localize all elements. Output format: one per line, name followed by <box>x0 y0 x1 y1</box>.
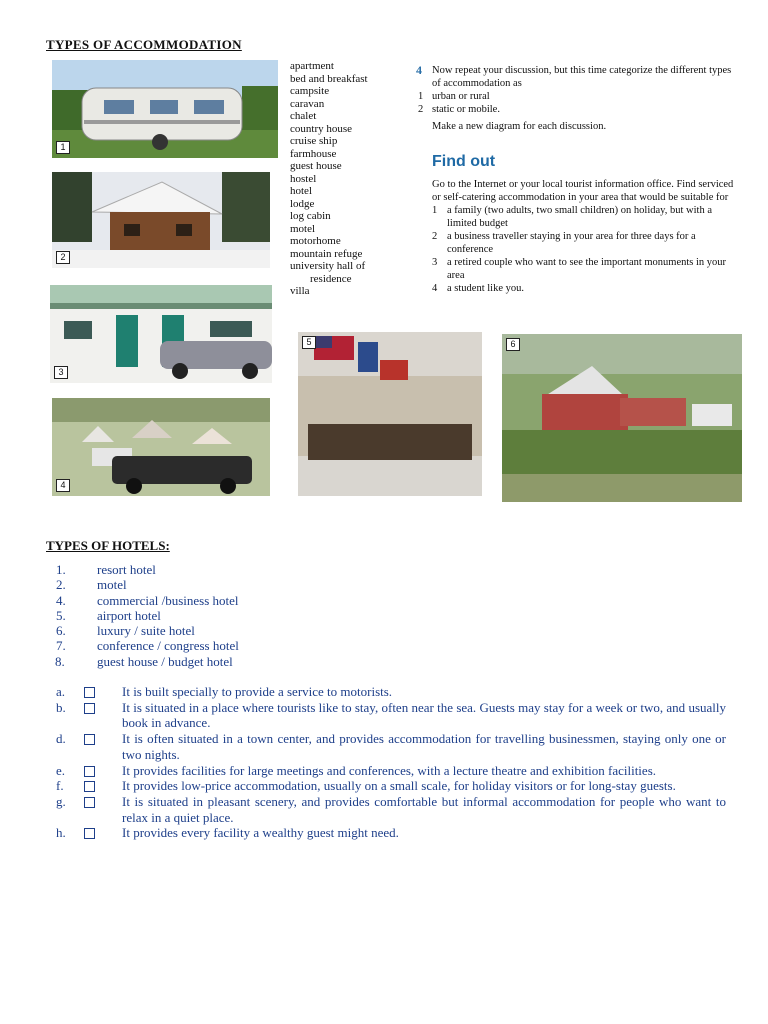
find-out-item: 3 a retired couple who want to see the important monuments in your area <box>432 257 727 281</box>
list-item: 6. luxury / suite hotel <box>56 623 195 639</box>
find-out-item: 1 a family (two adults, two small children) on holiday, but with a limited budget <box>432 205 712 229</box>
list-item: bed and breakfast <box>290 72 368 85</box>
definitions-list <box>56 684 726 841</box>
task-intro: Now repeat your discussion, but this time categorize the different types of accommodation as <box>432 65 732 89</box>
list-item: 4. commercial /business hotel <box>56 592 239 608</box>
list-item: 2. motel <box>56 577 127 593</box>
list-item: guest house <box>290 160 342 172</box>
list-item: 1. resort hotel <box>56 562 156 577</box>
photo-caravan <box>52 60 278 158</box>
accommodation-word-list <box>290 60 368 298</box>
answer-checkbox[interactable] <box>84 703 95 714</box>
task-item: 1 urban or rural <box>418 91 490 102</box>
find-out-item: 2 a business traveller staying in your area for three days for a conference <box>432 231 696 255</box>
answer-checkbox[interactable] <box>84 766 95 777</box>
definition-item: d. It is often situated in a town center, and provides accommodation for travelling businessmen, staying only one or two nights. <box>56 731 726 762</box>
list-item: farmhouse <box>290 147 337 160</box>
list-item: hotel <box>290 185 312 197</box>
task-number: 4 <box>416 63 422 77</box>
definition-item: g. It is situated in pleasant scenery, and provides comfortable but informal accommodation for people who want to relax in a quiet place. <box>56 793 726 825</box>
photo-number: 2 <box>56 251 70 264</box>
list-item: log cabin <box>290 210 331 222</box>
photo-hotel <box>298 332 482 496</box>
definition-item: e. It provides facilities for large meetings and conferences, with a lecture theatre and exhibition facilities. <box>56 762 656 778</box>
answer-checkbox[interactable] <box>84 828 95 839</box>
photo-number: 6 <box>506 338 520 351</box>
list-item: mountain refuge <box>290 247 363 260</box>
list-item: chalet <box>290 110 317 122</box>
photo-log-cabin <box>52 172 270 268</box>
task-4 <box>418 64 738 133</box>
photo-number: 5 <box>302 336 316 349</box>
list-item: motel <box>290 222 316 235</box>
answer-checkbox[interactable] <box>84 781 95 792</box>
hotel-types-list <box>56 562 239 669</box>
hotels-title: TYPES OF HOTELS: <box>46 538 170 553</box>
task-closing: Make a new diagram for each discussion. <box>432 121 607 132</box>
definition-item: b. It is situated in a place where tourists like to stay, often near the sea. Guests may stay for a week or two, and usually book in advance. <box>56 699 726 731</box>
photo-number: 4 <box>56 479 70 492</box>
answer-checkbox[interactable] <box>84 734 95 745</box>
find-out-intro: Go to the Internet or your local tourist information office. Find serviced or self-catering accommodation in your area that would be suitable for <box>432 179 734 203</box>
definition-item: a. It is built specially to provide a service to motorists. <box>56 684 393 699</box>
list-item: university hall of <box>290 260 366 272</box>
list-item: 8. guest house / budget hotel <box>55 653 233 669</box>
list-item: 7. conference / congress hotel <box>56 638 239 654</box>
list-item: 5. airport hotel <box>56 607 161 623</box>
list-item: apartment <box>290 60 334 72</box>
list-item: lodge <box>290 197 315 210</box>
find-out-section <box>432 178 742 295</box>
answer-checkbox[interactable] <box>84 797 95 808</box>
definition-item: f. It provides low-price accommodation, usually on a small scale, for holiday visitors or for long-stay guests. <box>56 778 676 794</box>
photo-campsite <box>52 398 270 496</box>
photo-number: 1 <box>56 141 70 154</box>
list-item: caravan <box>290 97 325 110</box>
list-item: cruise ship <box>290 135 338 147</box>
list-item: residence <box>310 272 352 285</box>
find-out-heading: Find out <box>432 153 496 170</box>
find-out-item: 4 a student like you. <box>432 283 524 294</box>
accommodation-title: TYPES OF ACCOMMODATION <box>46 37 242 52</box>
photo-number: 3 <box>54 366 68 379</box>
list-item: country house <box>290 122 353 135</box>
definition-item: h. It provides every facility a wealthy guest might need. <box>56 825 399 841</box>
list-item: hostel <box>290 172 317 185</box>
list-item: campsite <box>290 85 330 97</box>
list-item: motorhome <box>290 235 341 247</box>
photo-country-house <box>502 334 742 502</box>
task-item: 2 static or mobile. <box>418 104 500 115</box>
list-item: villa <box>290 285 310 297</box>
answer-checkbox[interactable] <box>84 687 95 698</box>
photo-motel <box>50 285 272 383</box>
